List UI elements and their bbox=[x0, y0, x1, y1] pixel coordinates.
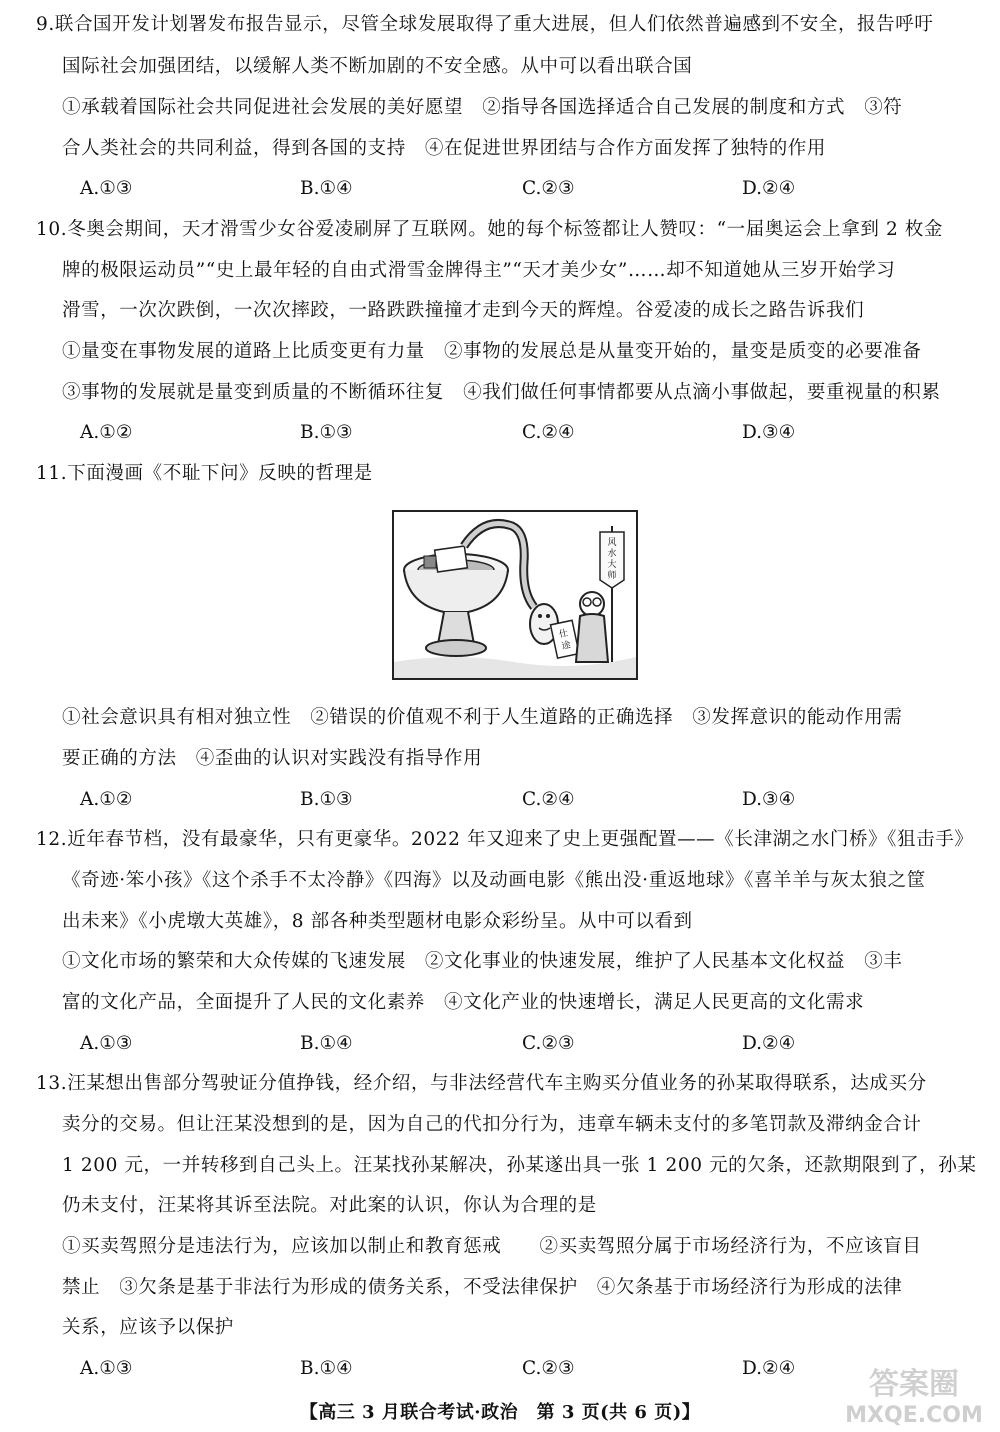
cartoon-figure bbox=[392, 510, 638, 680]
cartoon-banner-char-3: 大 bbox=[607, 560, 617, 570]
q9-stem-line-1: 9.联合国开发计划署发布报告显示，尽管全球发展取得了重大进展，但人们依然普遍感到不安全，报告呼吁 bbox=[36, 14, 934, 35]
cartoon-banner-char-1: 风 bbox=[607, 538, 617, 548]
q12-choice-line-1: ①文化市场的繁荣和大众传媒的飞速发展 ②文化事业的快速发展，维护了人民基本文化权益 ③丰 bbox=[62, 951, 903, 972]
q13-choice-line-3: 关系，应该予以保护 bbox=[62, 1317, 234, 1338]
page-footer: 【高三 3 月联合考试·政治 第 3 页(共 6 页)】 bbox=[299, 1402, 701, 1423]
q10-stem-line-2: 牌的极限运动员”“史上最年轻的自由式滑雪金牌得主”“天才美少女”……却不知道她从三岁开始学习 bbox=[62, 260, 896, 281]
q13-option-c: C.②③ bbox=[522, 1358, 575, 1379]
cartoon-sign-char-1: 仕 bbox=[558, 628, 570, 641]
q11-option-d: D.③④ bbox=[742, 789, 796, 810]
q11-stem: 11.下面漫画《不耻下问》反映的哲理是 bbox=[36, 463, 373, 484]
q9-option-a: A.①③ bbox=[80, 178, 133, 199]
cartoon-banner-char-4: 师 bbox=[607, 571, 617, 581]
q13-stem-line-2: 卖分的交易。但让汪某没想到的是，因为自己的代扣分行为，违章车辆未支付的多笔罚款及滞纳金合计 bbox=[62, 1114, 922, 1135]
q10-option-d: D.③④ bbox=[742, 422, 796, 443]
q10-choice-line-1: ①量变在事物发展的道路上比质变更有力量 ②事物的发展总是从量变开始的，量变是质变的必要准备 bbox=[62, 341, 922, 362]
q13-option-b: B.①④ bbox=[300, 1358, 353, 1379]
q13-choice-line-2: 禁止 ③欠条是基于非法行为形成的债务关系，不受法律保护 ④欠条基于市场经济行为形成的法律 bbox=[62, 1277, 903, 1298]
q12-option-a: A.①③ bbox=[80, 1033, 133, 1054]
watermark-logo bbox=[834, 1358, 994, 1428]
q9-stem-line-2: 国际社会加强团结，以缓解人类不断加剧的不安全感。从中可以看出联合国 bbox=[62, 56, 693, 77]
q11-option-c: C.②④ bbox=[522, 789, 575, 810]
q12-option-c: C.②③ bbox=[522, 1033, 575, 1054]
watermark-top-text: 答案圈 bbox=[869, 1367, 959, 1402]
q9-option-b: B.①④ bbox=[300, 178, 353, 199]
q11-option-b: B.①③ bbox=[300, 789, 353, 810]
q11-choice-line-2: 要正确的方法 ④歪曲的认识对实践没有指导作用 bbox=[62, 748, 483, 769]
q13-stem-line-4: 仍未支付，汪某将其诉至法院。对此案的认识，你认为合理的是 bbox=[62, 1195, 597, 1216]
q12-stem-line-1: 12.近年春节档，没有最豪华，只有更豪华。2022 年又迎来了史上更强配置——《长津湖之水门桥》《狙击手》 bbox=[36, 829, 974, 850]
cartoon-sign-char-2: 途 bbox=[560, 640, 572, 652]
q12-option-b: B.①④ bbox=[300, 1033, 353, 1054]
q10-stem-line-3: 滑雪，一次次跌倒，一次次摔跤，一路跌跌撞撞才走到今天的辉煌。谷爱凌的成长之路告诉我们 bbox=[62, 300, 865, 321]
q10-choice-line-2: ③事物的发展就是量变到质量的不断循环往复 ④我们做任何事情都要从点滴小事做起，要重视量的积累 bbox=[62, 382, 941, 403]
q13-stem-line-1: 13.汪某想出售部分驾驶证分值挣钱，经介绍，与非法经营代车主购买分值业务的孙某取得联系，达成买分 bbox=[36, 1073, 927, 1094]
q12-stem-line-2: 《奇迹·笨小孩》《这个杀手不太冷静》《四海》以及动画电影《熊出没·重返地球》《喜羊羊与灰太狼之筐 bbox=[62, 870, 926, 891]
q10-option-b: B.①③ bbox=[300, 422, 353, 443]
q13-choice-line-1: ①买卖驾照分是违法行为，应该加以制止和教育惩戒 ②买卖驾照分属于市场经济行为，不应该盲目 bbox=[62, 1236, 922, 1257]
q9-choice-line-1: ①承载着国际社会共同促进社会发展的美好愿望 ②指导各国选择适合自己发展的制度和方式 ③符 bbox=[62, 97, 903, 118]
q10-stem-line-1: 10.冬奥会期间，天才滑雪少女谷爱凌刷屏了互联网。她的每个标签都让人赞叹：“一届奥运会上拿到 2 枚金 bbox=[36, 219, 944, 240]
q13-option-a: A.①③ bbox=[80, 1358, 133, 1379]
q10-option-a: A.①② bbox=[80, 422, 133, 443]
q12-stem-line-3: 出未来》《小虎墩大英雄》，8 部各种类型题材电影众彩纷呈。从中可以看到 bbox=[62, 911, 693, 932]
q13-option-d: D.②④ bbox=[742, 1358, 796, 1379]
q13-stem-line-3: 1 200 元，一并转移到自己头上。汪某找孙某解决，孙某遂出具一张 1 200 元的欠条，还款期限到了，孙某 bbox=[62, 1155, 977, 1176]
q12-choice-line-2: 富的文化产品，全面提升了人民的文化素养 ④文化产业的快速增长，满足人民更高的文化需求 bbox=[62, 992, 865, 1013]
q9-option-c: C.②③ bbox=[522, 178, 575, 199]
q11-option-a: A.①② bbox=[80, 789, 133, 810]
watermark-bottom-text: MXQE.COM bbox=[845, 1403, 983, 1428]
q9-choice-line-2: 合人类社会的共同利益，得到各国的支持 ④在促进世界团结与合作方面发挥了独特的作用 bbox=[62, 138, 827, 159]
q9-option-d: D.②④ bbox=[742, 178, 796, 199]
cartoon-illustration bbox=[394, 512, 636, 678]
cartoon-banner-char-2: 水 bbox=[607, 549, 617, 559]
q10-option-c: C.②④ bbox=[522, 422, 575, 443]
q11-choice-line-1: ①社会意识具有相对独立性 ②错误的价值观不利于人生道路的正确选择 ③发挥意识的能动作用需 bbox=[62, 707, 903, 728]
q12-option-d: D.②④ bbox=[742, 1033, 796, 1054]
